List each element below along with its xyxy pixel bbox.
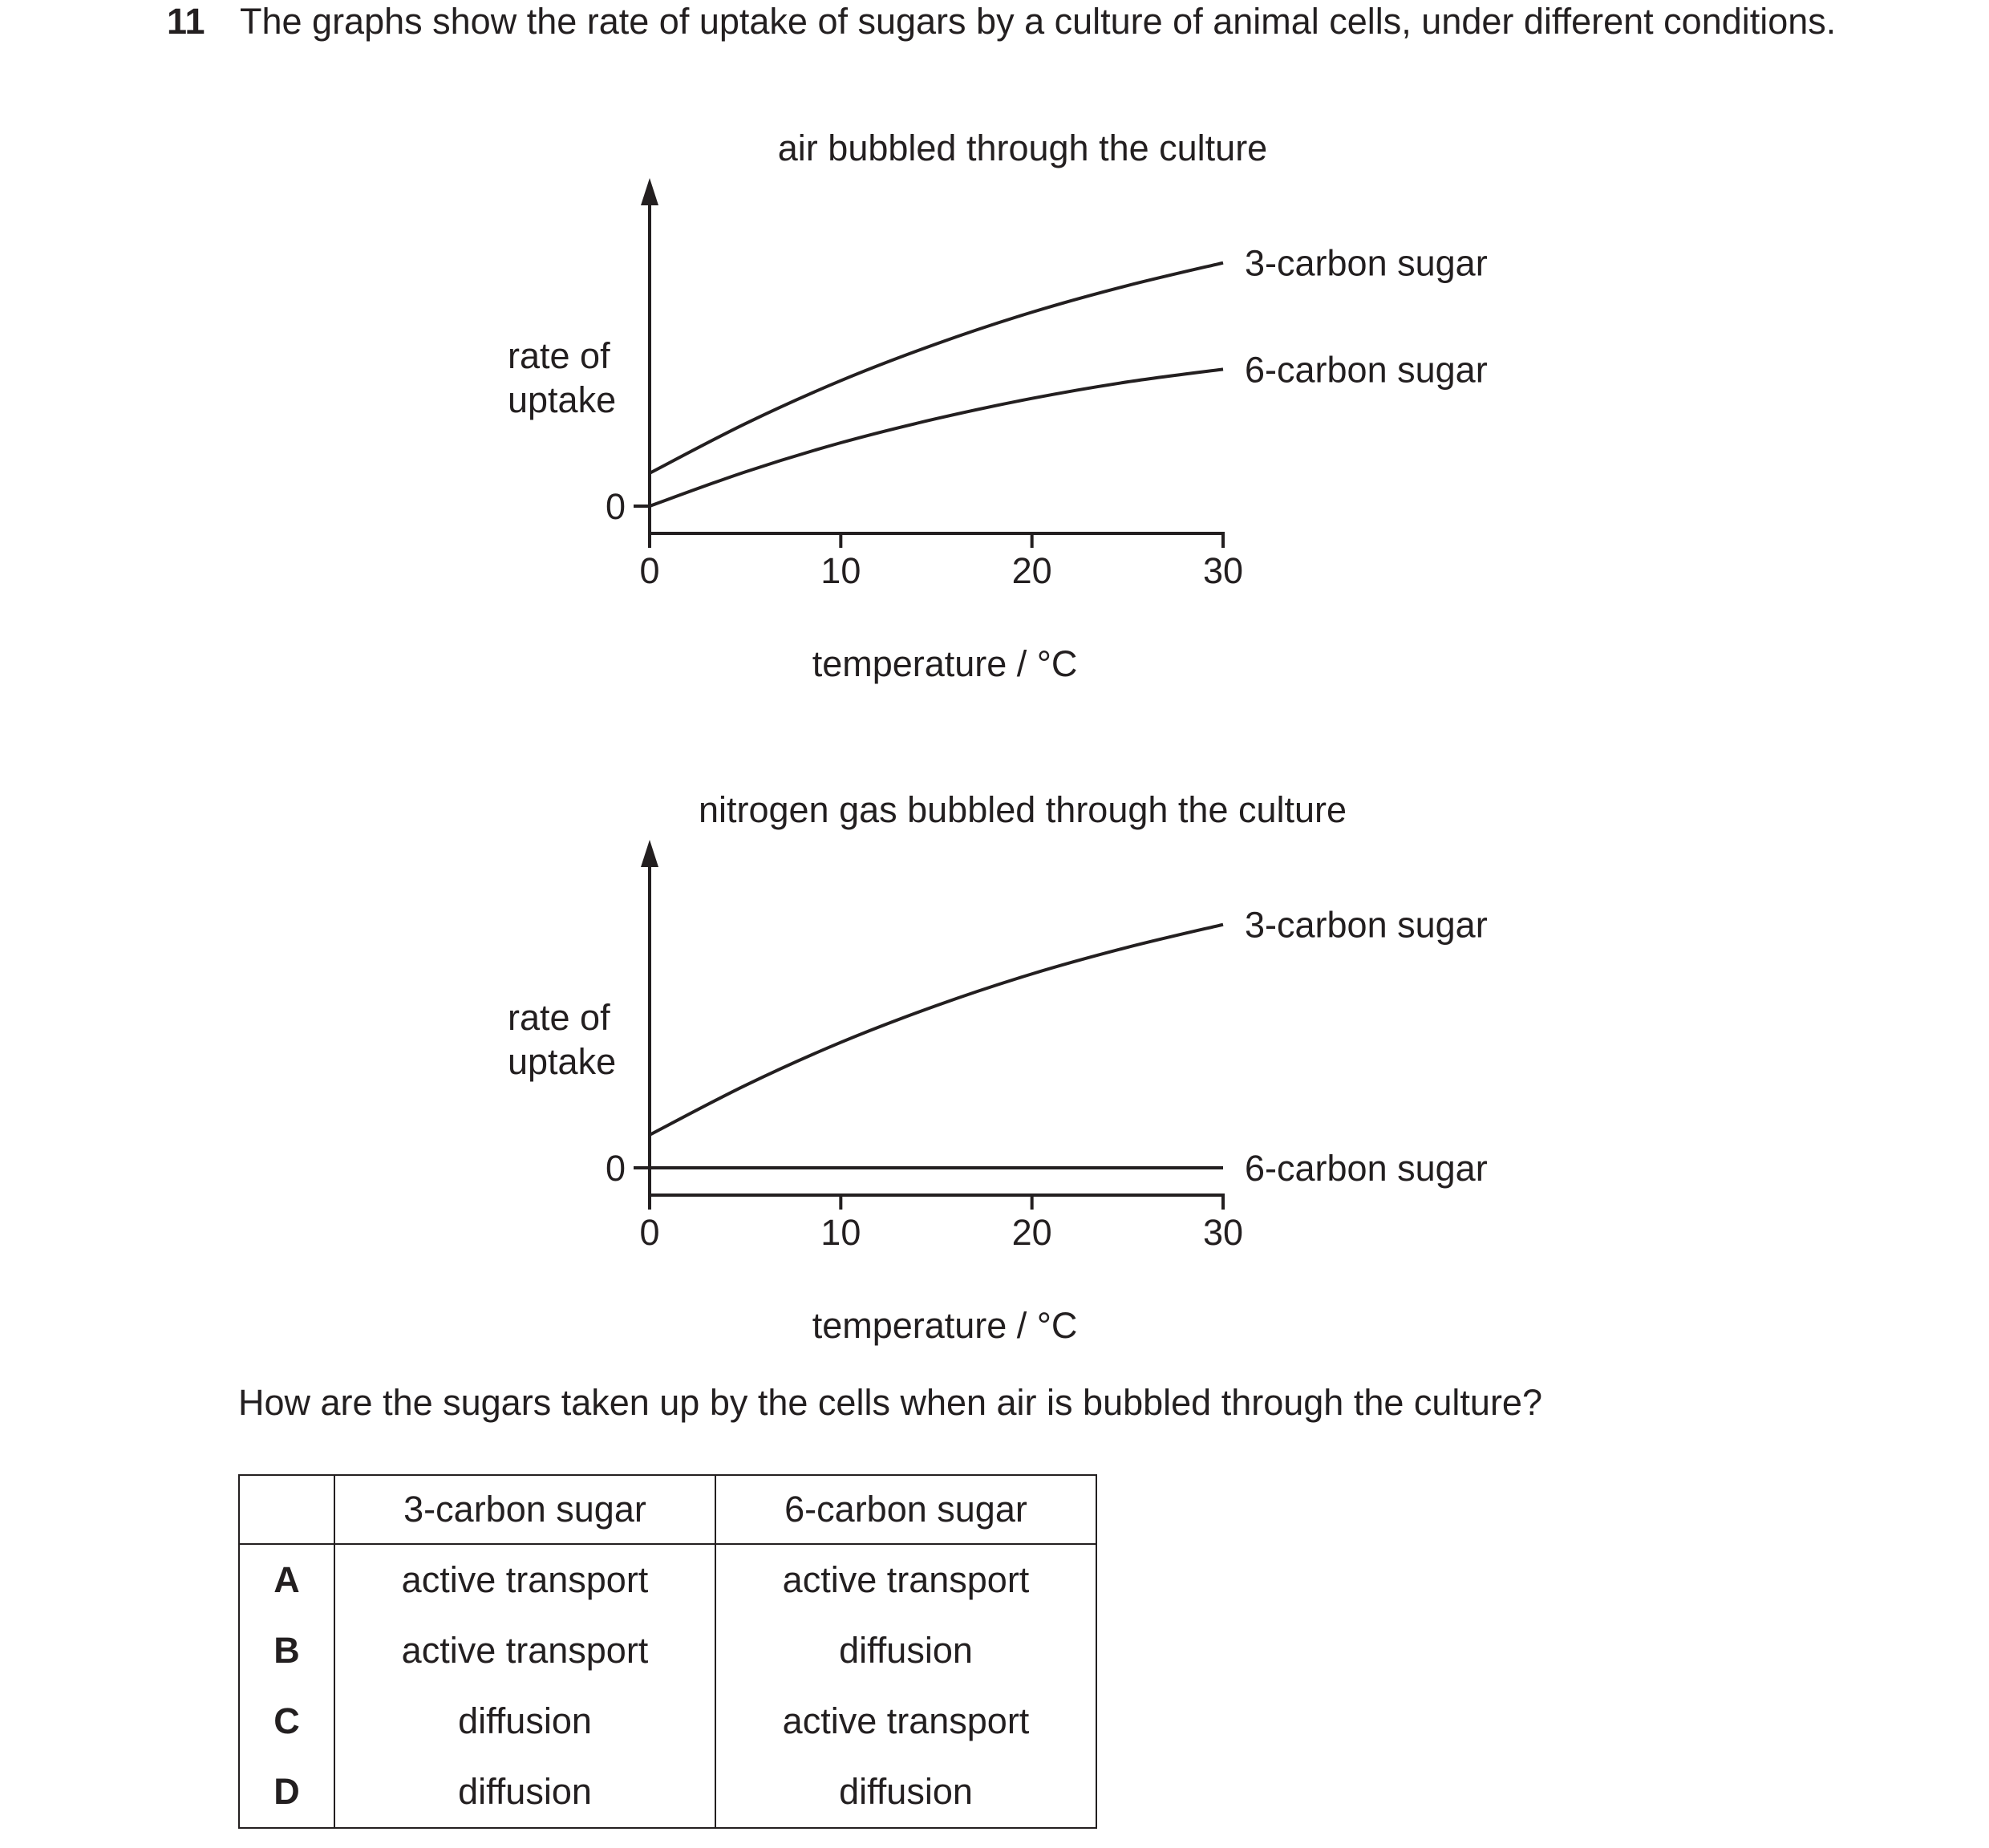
cell-6-carbon: active transport	[715, 1686, 1096, 1757]
series-line-3-carbon-sugar	[650, 263, 1223, 473]
x-tick-label: 30	[1202, 550, 1244, 591]
x-tick-label: 0	[639, 550, 660, 591]
option-letter: B	[239, 1615, 334, 1686]
series-label: 6-carbon sugar	[1245, 349, 1488, 391]
series-label: 3-carbon sugar	[1245, 242, 1488, 284]
x-tick-label: 20	[1011, 550, 1052, 591]
x-tick-label: 10	[820, 550, 861, 591]
question-prompt: How are the sugars taken up by the cells when air is bubbled through the culture?	[238, 1382, 1542, 1423]
cell-3-carbon: diffusion	[334, 1757, 715, 1828]
y-axis-arrow-icon	[641, 178, 658, 205]
question-text: The graphs show the rate of uptake of sugars by a culture of animal cells, under different conditions.	[240, 1, 1837, 42]
series-label: 6-carbon sugar	[1245, 1148, 1488, 1189]
header-6-carbon: 6-carbon sugar	[715, 1475, 1096, 1544]
x-tick-label: 10	[820, 1212, 861, 1253]
table-row[interactable]	[239, 1544, 1096, 1615]
cell-6-carbon: active transport	[715, 1544, 1096, 1615]
graph-air	[0, 0, 1989, 722]
x-axis-label: temperature / °C	[812, 643, 1078, 684]
question-number: 11	[167, 1, 205, 42]
option-letter: A	[239, 1544, 334, 1615]
cell-3-carbon: active transport	[334, 1615, 715, 1686]
chart-title: nitrogen gas bubbled through the culture	[698, 789, 1347, 830]
table-header-row	[239, 1475, 1096, 1544]
y-axis-label: rate of uptake	[508, 335, 617, 420]
series-line-6-carbon-sugar	[650, 369, 1223, 506]
header-blank	[239, 1475, 334, 1544]
table-row[interactable]	[239, 1615, 1096, 1686]
graph-nitrogen	[0, 662, 1989, 1384]
cell-3-carbon: active transport	[334, 1544, 715, 1615]
cell-3-carbon: diffusion	[334, 1686, 715, 1757]
x-tick-label: 30	[1202, 1212, 1244, 1253]
x-tick-label: 20	[1011, 1212, 1052, 1253]
x-axis-label: temperature / °C	[812, 1305, 1078, 1346]
x-tick-label: 0	[639, 1212, 660, 1253]
cell-6-carbon: diffusion	[715, 1615, 1096, 1686]
option-letter: D	[239, 1757, 334, 1828]
y-tick-label: 0	[605, 486, 626, 527]
table-row[interactable]	[239, 1686, 1096, 1757]
answer-table	[238, 1474, 1097, 1829]
option-letter: C	[239, 1686, 334, 1757]
cell-6-carbon: diffusion	[715, 1757, 1096, 1828]
series-line-3-carbon-sugar	[650, 925, 1223, 1135]
table-row[interactable]	[239, 1757, 1096, 1828]
chart-title: air bubbled through the culture	[777, 128, 1268, 168]
y-axis-label: rate of uptake	[508, 997, 617, 1082]
y-tick-label: 0	[605, 1148, 626, 1189]
series-label: 3-carbon sugar	[1245, 904, 1488, 946]
y-axis-arrow-icon	[641, 840, 658, 867]
header-3-carbon: 3-carbon sugar	[334, 1475, 715, 1544]
